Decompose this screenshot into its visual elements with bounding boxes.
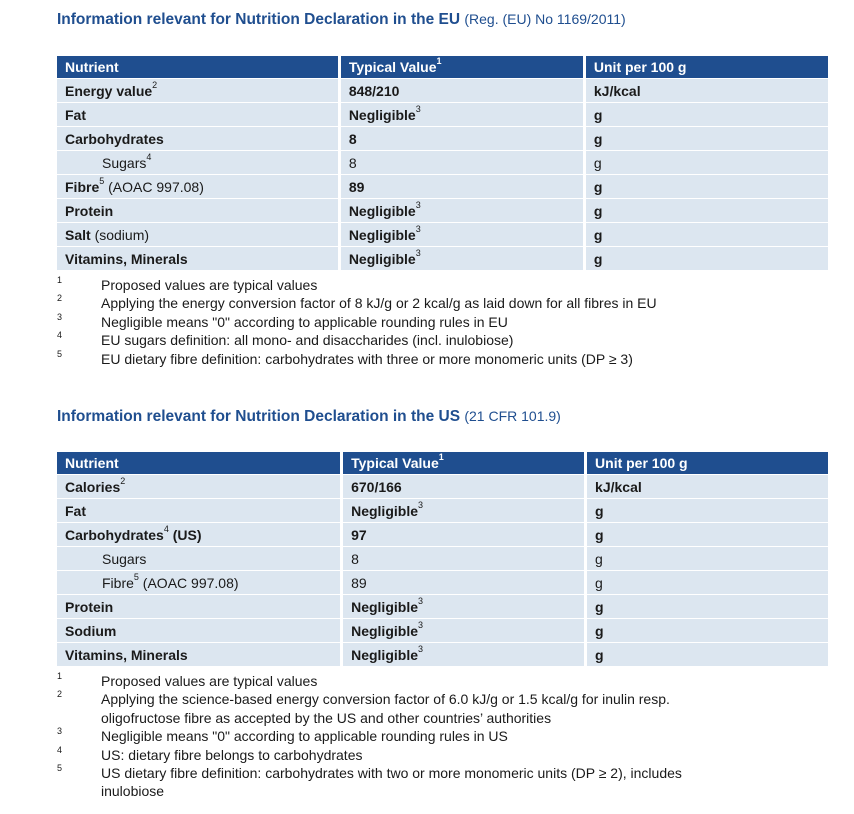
- typical-value-cell: [341, 79, 586, 103]
- typical-value-cell: [341, 247, 586, 271]
- table-row: [57, 595, 828, 619]
- header-nutrient: Nutrient: [57, 56, 341, 79]
- unit-cell: [586, 151, 828, 175]
- unit-value: kJ/kcal: [593, 82, 641, 99]
- typical-value: Negligible: [351, 646, 418, 663]
- nutrient-cell: [57, 151, 341, 175]
- nutrient-name: Fat: [65, 106, 86, 123]
- table-row: [57, 247, 828, 271]
- unit-cell: [587, 547, 828, 571]
- eu-footnotes: [57, 276, 817, 368]
- typical-value-cell: [343, 499, 587, 523]
- nutrient-name: Sugars: [102, 154, 147, 171]
- unit-cell: [586, 127, 828, 151]
- typical-value: 848/210: [348, 82, 400, 99]
- nutrient-cell: [57, 523, 343, 547]
- nutrient-cell: [57, 643, 343, 667]
- nutrient-cell: [57, 475, 343, 499]
- typical-value-cell: [341, 127, 586, 151]
- table-row: [57, 619, 828, 643]
- typical-value-cell: [343, 475, 587, 499]
- footnote-ref: 1: [438, 452, 444, 463]
- unit-cell: [586, 79, 828, 103]
- table-row: [57, 643, 828, 667]
- nutrient-name: Vitamins, Minerals: [65, 250, 188, 267]
- nutrient-name: Fat: [65, 502, 86, 519]
- typical-value-cell: [343, 571, 587, 595]
- footnote-ref: 3: [418, 595, 424, 606]
- nutrient-name: Vitamins, Minerals: [65, 646, 188, 663]
- footnote-ref: 3: [415, 247, 421, 258]
- footnote-number: 1: [57, 671, 63, 681]
- unit-value: g: [593, 178, 603, 195]
- unit-cell: [587, 499, 828, 523]
- typical-value-cell: [343, 547, 587, 571]
- eu-regulation-ref: (Reg. (EU) No 1169/2011): [464, 11, 626, 27]
- typical-value: 89: [348, 178, 365, 195]
- table-row: [57, 223, 828, 247]
- header-typical-value: Typical Value$^1$: [341, 56, 586, 79]
- footnote-number: 4: [57, 744, 63, 755]
- nutrient-name: Carbohydrates: [65, 526, 164, 543]
- footnote-number: 1: [57, 275, 63, 285]
- table-row: [57, 175, 828, 199]
- typical-value: 8: [348, 154, 357, 171]
- unit-value: g: [595, 550, 603, 567]
- unit-cell: [587, 595, 828, 619]
- table-row: [57, 475, 828, 499]
- table-row: [57, 151, 828, 175]
- unit-cell: [586, 103, 828, 127]
- nutrient-qualifier: (AOAC 997.08): [138, 574, 239, 591]
- footnote-number: 3: [57, 311, 63, 322]
- table-row: [57, 127, 828, 151]
- footnote-ref: 2: [120, 475, 126, 486]
- footnote-ref: 3: [415, 223, 421, 234]
- unit-cell: [587, 619, 828, 643]
- footnote-item: [57, 350, 817, 368]
- table-row: [57, 79, 828, 103]
- typical-value-cell: [341, 151, 586, 175]
- footnote-ref: 3: [418, 643, 424, 654]
- typical-value-cell: [341, 223, 586, 247]
- unit-value: g: [595, 502, 604, 519]
- nutrient-name: Protein: [65, 202, 114, 219]
- nutrient-qualifier: (AOAC 997.08): [104, 178, 204, 195]
- nutrient-cell: [57, 175, 341, 199]
- table-row: [57, 199, 828, 223]
- footnote-item: [57, 709, 817, 727]
- footnote-number: 2: [57, 689, 63, 700]
- unit-cell: [586, 199, 828, 223]
- footnote-item: [57, 313, 817, 331]
- nutrient-name: Carbohydrates: [65, 130, 164, 147]
- footnote-ref: 5: [133, 571, 139, 582]
- header-nutrient: Nutrient: [57, 452, 343, 475]
- nutrient-qualifier: (sodium): [90, 226, 150, 243]
- footnote-text: US dietary fibre definition: carbohydrates with two or more monomeric units (DP ≥ 2), includes: [101, 765, 682, 782]
- footnote-text: inulobiose: [101, 783, 165, 800]
- header-typical-value: Typical Value$^1$: [343, 452, 587, 475]
- footnote-ref: 1: [436, 56, 442, 67]
- typical-value: 89: [351, 574, 367, 591]
- nutrient-name: Salt: [65, 226, 91, 243]
- footnote-number: 5: [57, 763, 63, 774]
- nutrient-cell: [57, 619, 343, 643]
- nutrient-cell: [57, 127, 341, 151]
- unit-cell: [587, 523, 828, 547]
- nutrient-name: Fibre: [65, 178, 100, 195]
- unit-value: g: [595, 574, 603, 591]
- unit-cell: [587, 571, 828, 595]
- footnote-number: 2: [57, 293, 63, 304]
- footnote-text: Negligible means "0" according to applicable rounding rules in EU: [101, 313, 508, 330]
- footnote-ref: 4: [163, 523, 169, 534]
- footnote-text: US: dietary fibre belongs to carbohydrates: [101, 746, 363, 763]
- nutrient-name: Protein: [65, 598, 114, 615]
- footnote-item: [57, 276, 817, 294]
- footnote-ref: 2: [152, 79, 158, 90]
- table-header-row: [57, 452, 828, 475]
- typical-value: 670/166: [351, 478, 402, 495]
- eu-nutrition-table: [57, 56, 828, 271]
- table-row: [57, 523, 828, 547]
- nutrient-name: Energy value: [65, 82, 153, 99]
- unit-cell: [586, 247, 828, 271]
- unit-value: g: [595, 598, 604, 615]
- footnote-item: [57, 690, 817, 708]
- typical-value-cell: [341, 103, 586, 127]
- header-unit: Unit per 100 g: [587, 452, 828, 475]
- unit-value: g: [593, 154, 602, 171]
- typical-value-cell: [343, 619, 587, 643]
- unit-cell: [586, 223, 828, 247]
- footnote-ref: 4: [146, 151, 152, 162]
- unit-value: g: [595, 622, 604, 639]
- footnote-item: [57, 331, 817, 349]
- footnote-number: 5: [57, 348, 63, 359]
- footnote-text: EU dietary fibre definition: carbohydrates with three or more monomeric units (DP ≥ 3): [101, 350, 633, 367]
- us-regulation-ref: (21 CFR 101.9): [464, 408, 561, 424]
- typical-value: 8: [348, 130, 357, 147]
- nutrient-name: Sodium: [65, 622, 117, 639]
- footnote-number: 4: [57, 330, 63, 341]
- header-unit: Unit per 100 g: [586, 56, 828, 79]
- typical-value-cell: [341, 199, 586, 223]
- unit-value: g: [595, 646, 604, 663]
- unit-cell: [587, 643, 828, 667]
- footnote-ref: 3: [415, 103, 421, 114]
- us-footnotes: [57, 672, 817, 801]
- nutrient-cell: [57, 199, 341, 223]
- unit-value: g: [593, 226, 603, 243]
- typical-value: Negligible: [348, 226, 416, 243]
- typical-value-cell: [341, 175, 586, 199]
- typical-value: Negligible: [351, 502, 418, 519]
- nutrient-qualifier: (US): [168, 526, 202, 543]
- footnote-item: [57, 672, 817, 690]
- table-row: [57, 571, 828, 595]
- nutrient-cell: [57, 547, 343, 571]
- nutrient-name: Calories: [65, 478, 121, 495]
- footnote-text: Negligible means "0" according to applicable rounding rules in US: [101, 728, 508, 745]
- footnote-ref: 3: [415, 199, 421, 210]
- footnote-item: [57, 294, 817, 312]
- footnote-text: Proposed values are typical values: [101, 673, 318, 689]
- nutrient-cell: [57, 223, 341, 247]
- typical-value: 8: [351, 550, 359, 567]
- footnote-number: 3: [57, 726, 63, 737]
- typical-value: Negligible: [348, 106, 416, 123]
- typical-value-cell: [343, 643, 587, 667]
- unit-cell: [587, 475, 828, 499]
- unit-value: kJ/kcal: [595, 478, 642, 495]
- typical-value-cell: [343, 523, 587, 547]
- unit-value: g: [595, 526, 604, 543]
- typical-value: Negligible: [348, 202, 416, 219]
- typical-value: Negligible: [351, 622, 418, 639]
- nutrient-cell: [57, 103, 341, 127]
- footnote-item: [57, 782, 817, 800]
- nutrient-name: Sugars: [102, 550, 147, 567]
- footnote-ref: 3: [418, 619, 424, 630]
- unit-value: g: [593, 106, 603, 123]
- footnote-item: [57, 727, 817, 745]
- typical-value-cell: [343, 595, 587, 619]
- footnote-text: EU sugars definition: all mono- and disaccharides (incl. inulobiose): [101, 332, 514, 349]
- typical-value: 97: [351, 526, 367, 543]
- eu-section-title: [57, 11, 626, 29]
- footnote-ref: 3: [418, 499, 424, 510]
- nutrient-cell: [57, 499, 343, 523]
- us-section-title: [57, 408, 561, 426]
- footnote-ref: 5: [99, 175, 105, 186]
- typical-value: Negligible: [348, 250, 416, 267]
- nutrient-cell: [57, 595, 343, 619]
- footnote-text: oligofructose fibre as accepted by the US and other countries’ authorities: [101, 709, 552, 726]
- table-row: [57, 103, 828, 127]
- unit-value: g: [593, 250, 603, 267]
- unit-cell: [586, 175, 828, 199]
- unit-value: g: [593, 130, 603, 147]
- us-title-text: Information relevant for Nutrition Declaration in the US: [57, 408, 461, 425]
- footnote-item: [57, 746, 817, 764]
- footnote-text: Applying the science-based energy conversion factor of 6.0 kJ/g or 1.5 kcal/g for inulin resp.: [101, 691, 670, 708]
- footnote-text: Applying the energy conversion factor of 8 kJ/g or 2 kcal/g as laid down for all fibres in EU: [101, 295, 657, 312]
- typical-value: Negligible: [351, 598, 418, 615]
- nutrient-name: Fibre: [102, 574, 134, 591]
- table-row: [57, 499, 828, 523]
- footnote-text: Proposed values are typical values: [101, 277, 318, 293]
- table-row: [57, 547, 828, 571]
- nutrient-cell: [57, 79, 341, 103]
- table-header-row: [57, 56, 828, 79]
- footnote-item: [57, 764, 817, 782]
- nutrient-cell: [57, 247, 341, 271]
- nutrient-cell: [57, 571, 343, 595]
- eu-title-text: Information relevant for Nutrition Declaration in the EU: [57, 11, 461, 28]
- unit-value: g: [593, 202, 603, 219]
- us-nutrition-table: [57, 452, 828, 667]
